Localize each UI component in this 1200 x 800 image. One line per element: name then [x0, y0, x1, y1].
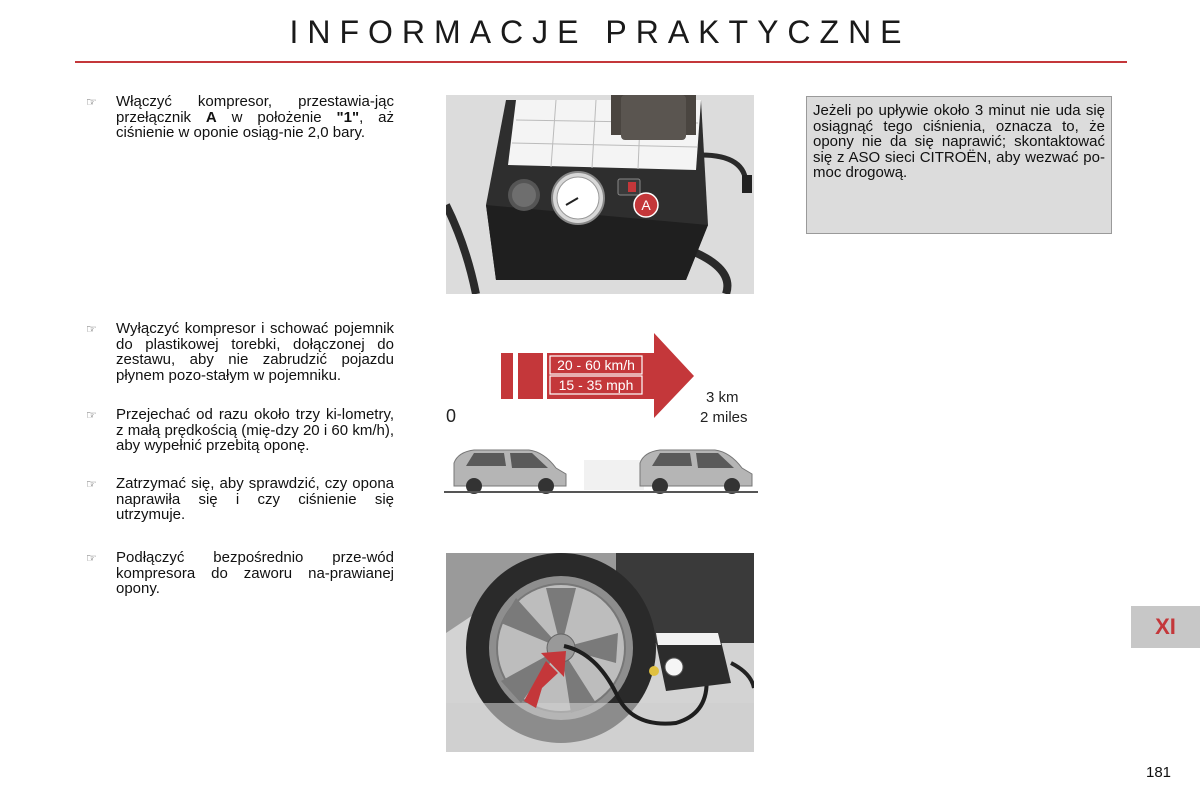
instruction-step-5 — [86, 550, 394, 597]
step-1-part-a: Włączyć kompresor, przestawia-jąc przełącznik — [116, 93, 394, 126]
start-distance-label: 0 — [446, 406, 457, 426]
pointing-hand-icon: ☞ — [86, 322, 97, 336]
pointing-hand-icon: ☞ — [86, 95, 97, 109]
header-divider — [75, 61, 1127, 63]
switch-a-label: A — [205, 108, 217, 126]
instruction-step-2 — [86, 321, 394, 383]
instruction-step-4 — [86, 476, 394, 523]
chapter-tab: XI — [1131, 606, 1200, 648]
step-4-text: Zatrzymać się, aby sprawdzić, czy opona naprawiła się i czy ciśnienie się utrzymuje. — [116, 475, 394, 523]
speed-kmh-label: 20 - 60 km/h — [557, 357, 635, 373]
compressor-switch-illustration — [446, 95, 754, 294]
step-1-part-e: , aż ciśnienie w oponie osiąg-nie 2,0 bary. — [116, 108, 394, 141]
instruction-step-3 — [86, 407, 394, 454]
distance-miles-label: 2 miles — [700, 409, 748, 426]
pointing-hand-icon: ☞ — [86, 551, 97, 565]
step-1-part-c: w położenie — [216, 108, 337, 126]
warning-note-text: Jeżeli po upływie około 3 minut nie uda się osiągnąć tego ciśnienia, oznacza to, że opony nie da się naprawić; skontaktować się z ASO sieci CITROËN, aby wezwać po-moc drogową. — [813, 102, 1105, 181]
warning-note-box — [806, 96, 1112, 234]
instruction-step-1 — [86, 94, 394, 141]
step-1-text — [116, 94, 394, 141]
page-number: 181 — [1146, 764, 1172, 781]
speed-mph-label: 15 - 35 mph — [558, 377, 634, 393]
distance-km-label: 3 km — [706, 389, 739, 406]
pointing-hand-icon: ☞ — [86, 477, 97, 491]
step-5-text: Podłączyć bezpośrednio prze-wód kompresora do zaworu na-prawianej opony. — [116, 549, 394, 597]
drive-distance-illustration — [444, 328, 758, 494]
pointing-hand-icon: ☞ — [86, 408, 97, 422]
tyre-valve-connection-illustration — [446, 553, 754, 752]
step-2-text: Wyłączyć kompresor i schować pojemnik do plastikowej torebki, dołączonej do zestawu, aby nie zabrudzić pojazdu płynem pozo-stałym w pojemniku. — [116, 320, 394, 384]
step-3-text: Przejechać od razu około trzy ki-lometry, z małą prędkością (mię-dzy 20 i 60 km/h), aby wypełnić przebitą oponę. — [116, 406, 394, 454]
switch-a-marker: A — [641, 197, 651, 213]
position-1-label: "1" — [336, 108, 360, 126]
page-title: INFORMACJE PRAKTYCZNE — [289, 14, 911, 50]
